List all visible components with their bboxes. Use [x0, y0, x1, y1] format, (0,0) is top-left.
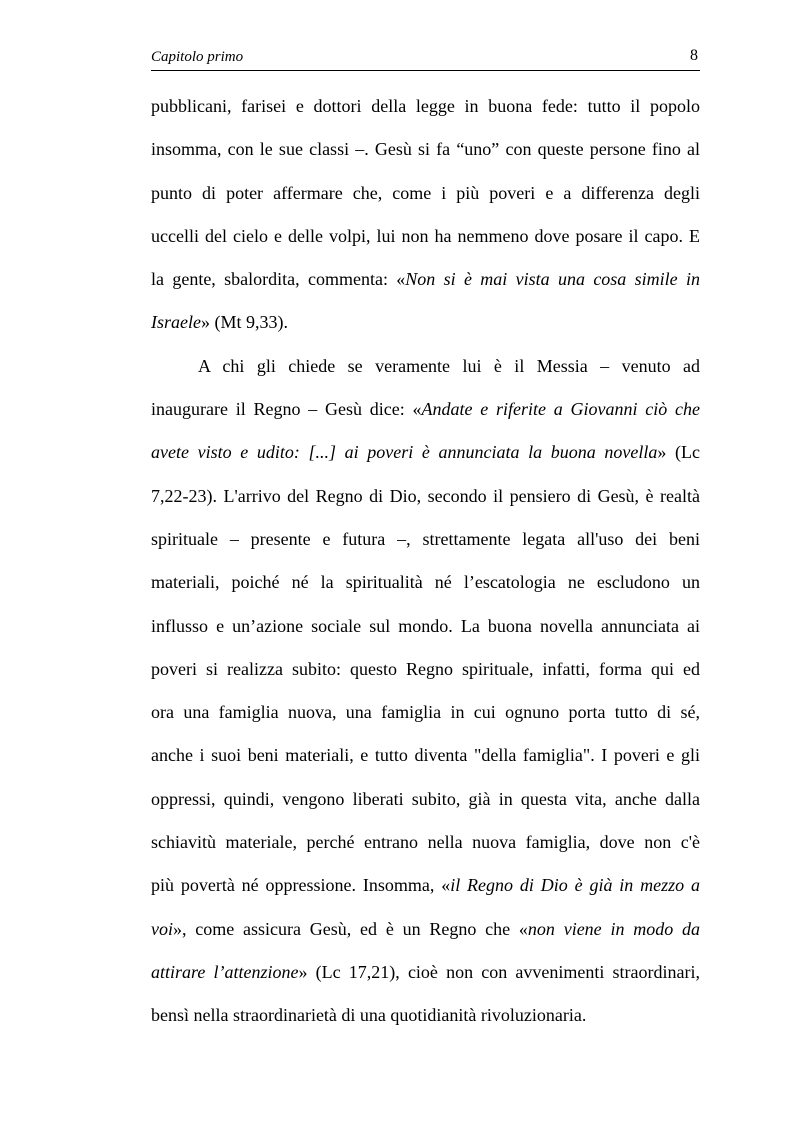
quote: non viene in modo da [527, 918, 701, 939]
text-line: materiali, poiché né la spiritualità né l’escatologia ne escludono un [151, 572, 700, 593]
text-line: influsso e un’azione sociale sul mondo. La buona novella annunciata ai [151, 615, 700, 636]
text-line: pubblicani, farisei e dottori della legge in buona fede: tutto il popolo [151, 96, 700, 116]
quote: avete visto e udito: [...] ai poveri è annunciata la buona novella [151, 442, 658, 463]
text-line: attirare l’attenzione» (Lc 17,21), cioè non con avvenimenti straordinari, [151, 961, 700, 982]
text-line: bensì nella straordinarietà di una quotidianità rivoluzionaria. [151, 1005, 587, 1026]
text-line: la gente, sbalordita, commenta: «Non si è mai vista una cosa simile in [151, 269, 700, 290]
text-line: avete visto e udito: [...] ai poveri è annunciata la buona novella» (Lc [151, 442, 700, 463]
text-line: schiavitù materiale, perché entrano nella nuova famiglia, dove non c'è [151, 832, 700, 853]
quote: Andate e riferite a Giovanni ciò che [421, 399, 700, 420]
text-line: punto di poter affermare che, come i più poveri e a differenza degli [151, 182, 700, 203]
text-line: Israele» (Mt 9,33). [151, 312, 288, 333]
text-line: poveri si realizza subito: questo Regno spirituale, infatti, forma qui ed [151, 658, 700, 679]
quote: Israele [151, 312, 201, 333]
text-line: anche i suoi beni materiali, e tutto diventa "della famiglia". I poveri e gli [151, 745, 700, 766]
text-line: voi», come assicura Gesù, ed è un Regno che «non viene in modo da [151, 918, 701, 939]
chapter-title: Capitolo primo [151, 49, 244, 65]
text-line: uccelli del cielo e delle volpi, lui non ha nemmeno dove posare il capo. E [151, 225, 700, 246]
quote: Non si è mai vista una cosa simile in [405, 269, 700, 290]
quote: voi [151, 918, 173, 939]
page-number: 8 [690, 47, 698, 64]
text-line: insomma, con le sue classi –. Gesù si fa “uno” con queste persone fino al [151, 139, 700, 160]
quote: attirare l’attenzione [151, 961, 299, 982]
text-line: inaugurare il Regno – Gesù dice: «Andate e riferite a Giovanni ciò che [151, 399, 700, 420]
quote: il Regno di Dio è già in mezzo a [450, 875, 700, 896]
page-header [151, 47, 700, 71]
text-line: spirituale – presente e futura –, strettamente legata all'uso dei beni [151, 528, 700, 549]
body-text [151, 89, 700, 1042]
text-line: A chi gli chiede se veramente lui è il Messia – venuto ad [198, 355, 700, 376]
text-line: più povertà né oppressione. Insomma, «il Regno di Dio è già in mezzo a [151, 875, 700, 896]
header-rule [151, 70, 700, 71]
text-line: ora una famiglia nuova, una famiglia in cui ognuno porta tutto di sé, [151, 702, 700, 723]
text-line: oppressi, quindi, vengono liberati subito, già in questa vita, anche dalla [151, 788, 700, 809]
text-line: 7,22-23). L'arrivo del Regno di Dio, secondo il pensiero di Gesù, è realtà [151, 485, 700, 506]
